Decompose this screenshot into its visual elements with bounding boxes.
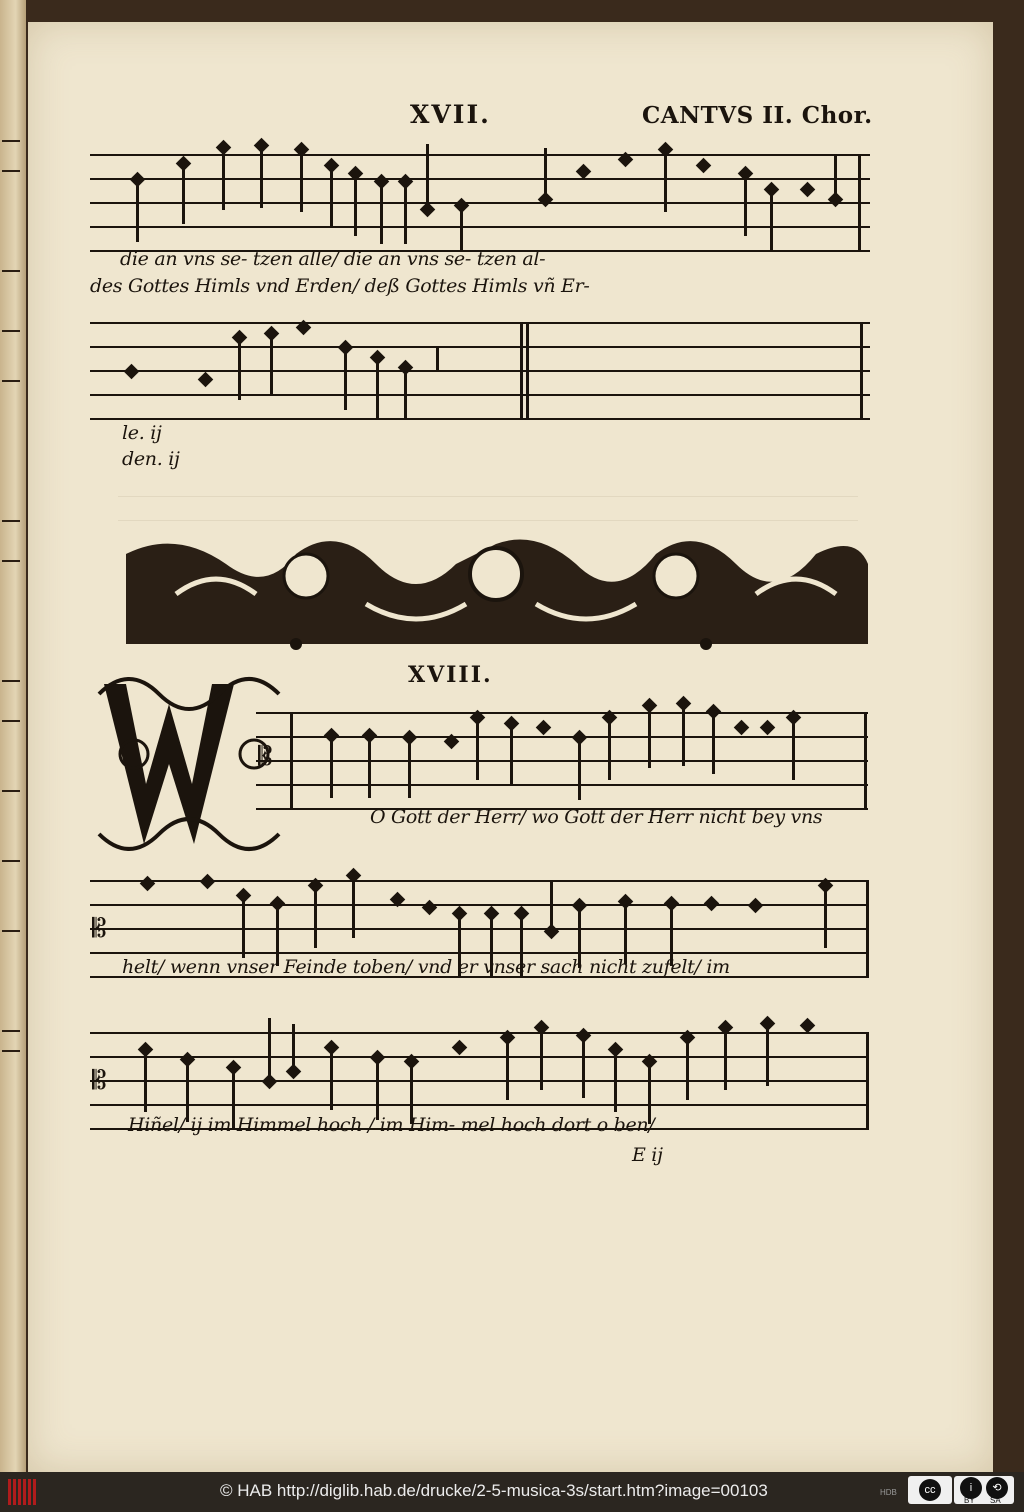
lyric-song18-line1: O Gott der Herr/ wo Gott der Herr nicht bey vns bbox=[370, 806, 823, 828]
small-mark: HDB bbox=[880, 1488, 897, 1497]
book-page bbox=[28, 22, 993, 1472]
source-credit-link[interactable]: © HAB http://diglib.hab.de/drucke/2-5-musica-3s/start.htm?image=00103 bbox=[220, 1481, 768, 1500]
hab-logo-icon bbox=[8, 1479, 46, 1505]
lyric-song17-line2: des Gottes Himls vnd Erden/ deß Gottes Himls vñ Er- bbox=[90, 275, 590, 297]
sa-icon: ⟲ bbox=[986, 1477, 1008, 1499]
adjacent-page-edge bbox=[0, 0, 26, 1472]
lyric-song17-line3b: den. ij bbox=[122, 448, 180, 470]
lyric-song17-line1: die an vns se- tzen alle/ die an vns se- tzen al- bbox=[120, 248, 546, 270]
by-sa-license-badge[interactable] bbox=[954, 1476, 1014, 1504]
lyric-song17-line3a: le. ij bbox=[122, 422, 162, 444]
viewer-footer bbox=[0, 1472, 1024, 1512]
cc-license-badge[interactable] bbox=[908, 1476, 952, 1504]
music-staff-3: 𝄡 bbox=[256, 712, 868, 812]
cc-icon: cc bbox=[919, 1479, 941, 1501]
section-song-number: XVIII. bbox=[408, 662, 493, 688]
music-staff-2 bbox=[90, 322, 870, 422]
music-staff-4: 𝄡 bbox=[90, 880, 868, 980]
catchword-signature: E ij bbox=[632, 1144, 663, 1166]
music-staff-1 bbox=[90, 154, 870, 254]
by-icon: i bbox=[960, 1477, 982, 1499]
woodcut-ornament-border bbox=[116, 534, 878, 658]
music-staff-5: 𝄡 bbox=[90, 1032, 868, 1132]
header-song-number: XVII. bbox=[410, 100, 491, 129]
lyric-song18-line2: helt/ wenn vnser Feinde toben/ vnd er vnser sach nicht zufelt/ im bbox=[122, 956, 730, 978]
lyric-song18-line3: Hiñel/ ij im Himmel hoch / im Him- mel hoch dort o ben/ bbox=[128, 1114, 655, 1136]
sa-label: SA bbox=[990, 1496, 1001, 1505]
header-voice-label: CANTVS II. Chor. bbox=[642, 102, 873, 129]
by-label: BY bbox=[964, 1496, 975, 1505]
